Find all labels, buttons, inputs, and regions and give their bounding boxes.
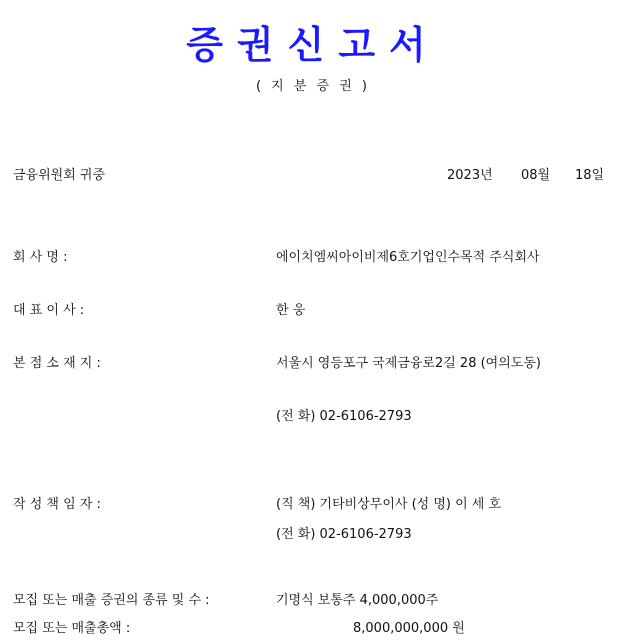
headquarters-phone: (전 화) 02-6106-2793 bbox=[276, 409, 412, 424]
headquarters-address: 서울시 영등포구 국제금융로2길 28 (여의도동) bbox=[276, 356, 541, 371]
preparer-value: (직 책) 기타비상무이사 (성 명) 이 세 호 bbox=[276, 497, 502, 512]
ceo-value: 한 웅 bbox=[276, 303, 306, 318]
date-year: 2023년 bbox=[447, 168, 493, 183]
preparer-phone: (전 화) 02-6106-2793 bbox=[276, 527, 412, 542]
date-day: 18일 bbox=[575, 168, 605, 183]
company-name-value: 에이치엠씨아이비제6호기업인수목적 주식회사 bbox=[276, 250, 540, 265]
total-amount-value: 8,000,000,000 원 bbox=[353, 621, 465, 636]
headquarters-label: 본 점 소 재 지 : bbox=[13, 356, 101, 371]
document-subtitle: ( 지 분 증 권 ) bbox=[255, 79, 371, 94]
securities-value: 기명식 보통주 4,000,000주 bbox=[276, 593, 439, 608]
document-title: 증권신고서 bbox=[186, 22, 440, 67]
company-name-label: 회 사 명 : bbox=[13, 250, 68, 265]
date-month: 08월 bbox=[521, 168, 551, 183]
addressee: 금융위원회 귀중 bbox=[13, 168, 106, 183]
total-amount-label: 모집 또는 매출총액 : bbox=[13, 621, 131, 636]
ceo-label: 대 표 이 사 : bbox=[13, 303, 85, 318]
preparer-label: 작 성 책 임 자 : bbox=[13, 497, 101, 512]
securities-label: 모집 또는 매출 증권의 종류 및 수 : bbox=[13, 593, 210, 608]
